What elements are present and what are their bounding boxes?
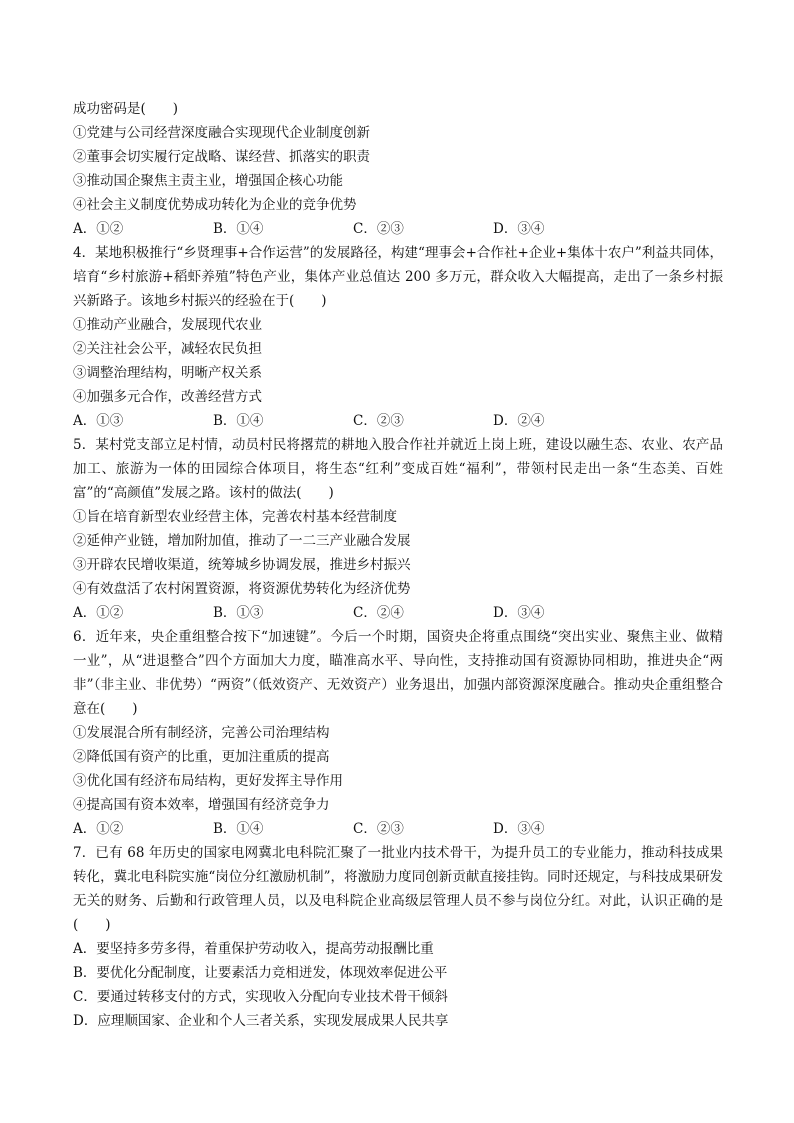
statement-item: ②降低国有资产的比重，更加注重质的提高	[73, 749, 330, 765]
option-d[interactable]: D．③④	[493, 821, 545, 837]
choice-c[interactable]: C．要通过转移支付的方式，实现收入分配向专业技术骨干倾斜	[73, 989, 448, 1005]
answer-options	[73, 601, 723, 625]
option-d[interactable]: D．③④	[493, 221, 545, 237]
choice-a[interactable]: A．要坚持多劳多得，着重保护劳动收入，提高劳动报酬比重	[73, 941, 434, 957]
question-stem: 7．已有 68 年历史的国家电网冀北电科院汇聚了一批业内技术骨干，为提升员工的专业能力，推动科技成果转化，冀北电科院实施“岗位分红激励机制”，将激励力度同创新贡献直接挂钩。同时还规定，与科技成果研发无关的财务、后勤和行政管理人员，以及电科院企业高级层管理人员不参与岗位分红。对此，认识正确的是( )	[73, 845, 723, 933]
statement-item: ②延伸产业链，增加附加值，推动了一二三产业融合发展	[73, 533, 411, 549]
option-c[interactable]: C．②③	[353, 221, 404, 237]
option-d[interactable]: D．③④	[493, 605, 545, 621]
statement-item: ①发展混合所有制经济，完善公司治理结构	[73, 725, 330, 741]
option-c[interactable]: C．②③	[353, 413, 404, 429]
question-7	[73, 841, 723, 1033]
statement-item: ①党建与公司经营深度融合实现现代企业制度创新	[73, 125, 370, 141]
option-a[interactable]: A．①②	[73, 605, 124, 621]
answer-options	[73, 409, 723, 433]
option-d[interactable]: D．②④	[493, 413, 545, 429]
question-4	[73, 241, 723, 433]
statement-item: ④提高国有资本效率，增强国有经济竞争力	[73, 797, 330, 813]
option-b[interactable]: B．①④	[213, 413, 264, 429]
question-5	[73, 433, 723, 625]
option-a[interactable]: A．①③	[73, 413, 124, 429]
question-stem: 6．近年来，央企重组整合按下“加速键”。今后一个时期，国资央企将重点围绕“突出实业、聚焦主业、做精一业”，从“进退整合”四个方面加大力度，瞄准高水平、导向性，支持推动国有资源协同相助，推进央企“两非”（非主业、非优势）“两资”（低效资产、无效资产）业务退出，加强内部资源深度融合。推动央企重组整合意在( )	[73, 629, 723, 717]
statement-item: ③开辟农民增收渠道，统筹城乡协调发展，推进乡村振兴	[73, 557, 411, 573]
option-b[interactable]: B．①④	[213, 221, 264, 237]
statement-item: ④社会主义制度优势成功转化为企业的竞争优势	[73, 197, 357, 213]
statement-item: ③优化国有经济布局结构，更好发挥主导作用	[73, 773, 343, 789]
exam-page	[73, 97, 723, 1033]
question-stem: 成功密码是( )	[73, 101, 179, 117]
statement-item: ③推动国企聚焦主责主业，增强国企核心功能	[73, 173, 343, 189]
statement-item: ①旨在培育新型农业经营主体，完善农村基本经营制度	[73, 509, 397, 525]
option-b[interactable]: B．①④	[213, 821, 264, 837]
statement-item: ④有效盘活了农村闲置资源，将资源优势转化为经济优势	[73, 581, 411, 597]
statement-item: ④加强多元合作，改善经营方式	[73, 389, 262, 405]
option-a[interactable]: A．①②	[73, 221, 124, 237]
question-stem: 4．某地积极推行“乡贤理事+合作运营”的发展路径，构建“理事会+合作社+企业+集体十农户”利益共同体，培育“乡村旅游+稻虾养殖”特色产业，集体产业总值达 200 多万元，群众收入大幅提高，走出了一条乡村振兴新路子。该地乡村振兴的经验在于( )	[73, 245, 723, 309]
statement-item: ②董事会切实履行定战略、谋经营、抓落实的职责	[73, 149, 370, 165]
statement-item: ①推动产业融合，发展现代农业	[73, 317, 262, 333]
question-6	[73, 625, 723, 841]
question-3	[73, 97, 723, 241]
choice-b[interactable]: B．要优化分配制度，让要素活力竞相迸发，体现效率促进公平	[73, 965, 448, 981]
question-stem: 5．某村党支部立足村情，动员村民将撂荒的耕地入股合作社并就近上岗上班，建设以融生态、农业、农产品加工、旅游为一体的田园综合体项目，将生态“红利”变成百姓“福利”，带领村民走出一条“生态美、百姓富”的“高颜值”发展之路。该村的做法( )	[73, 437, 723, 501]
option-c[interactable]: C．②④	[353, 605, 404, 621]
statement-item: ③调整治理结构，明晰产权关系	[73, 365, 262, 381]
option-c[interactable]: C．②③	[353, 821, 404, 837]
option-b[interactable]: B．①③	[213, 605, 264, 621]
choice-d[interactable]: D．应理顺国家、企业和个人三者关系，实现发展成果人民共享	[73, 1013, 449, 1029]
answer-options	[73, 817, 723, 841]
option-a[interactable]: A．①②	[73, 821, 124, 837]
statement-item: ②关注社会公平，减轻农民负担	[73, 341, 262, 357]
answer-options	[73, 217, 723, 241]
